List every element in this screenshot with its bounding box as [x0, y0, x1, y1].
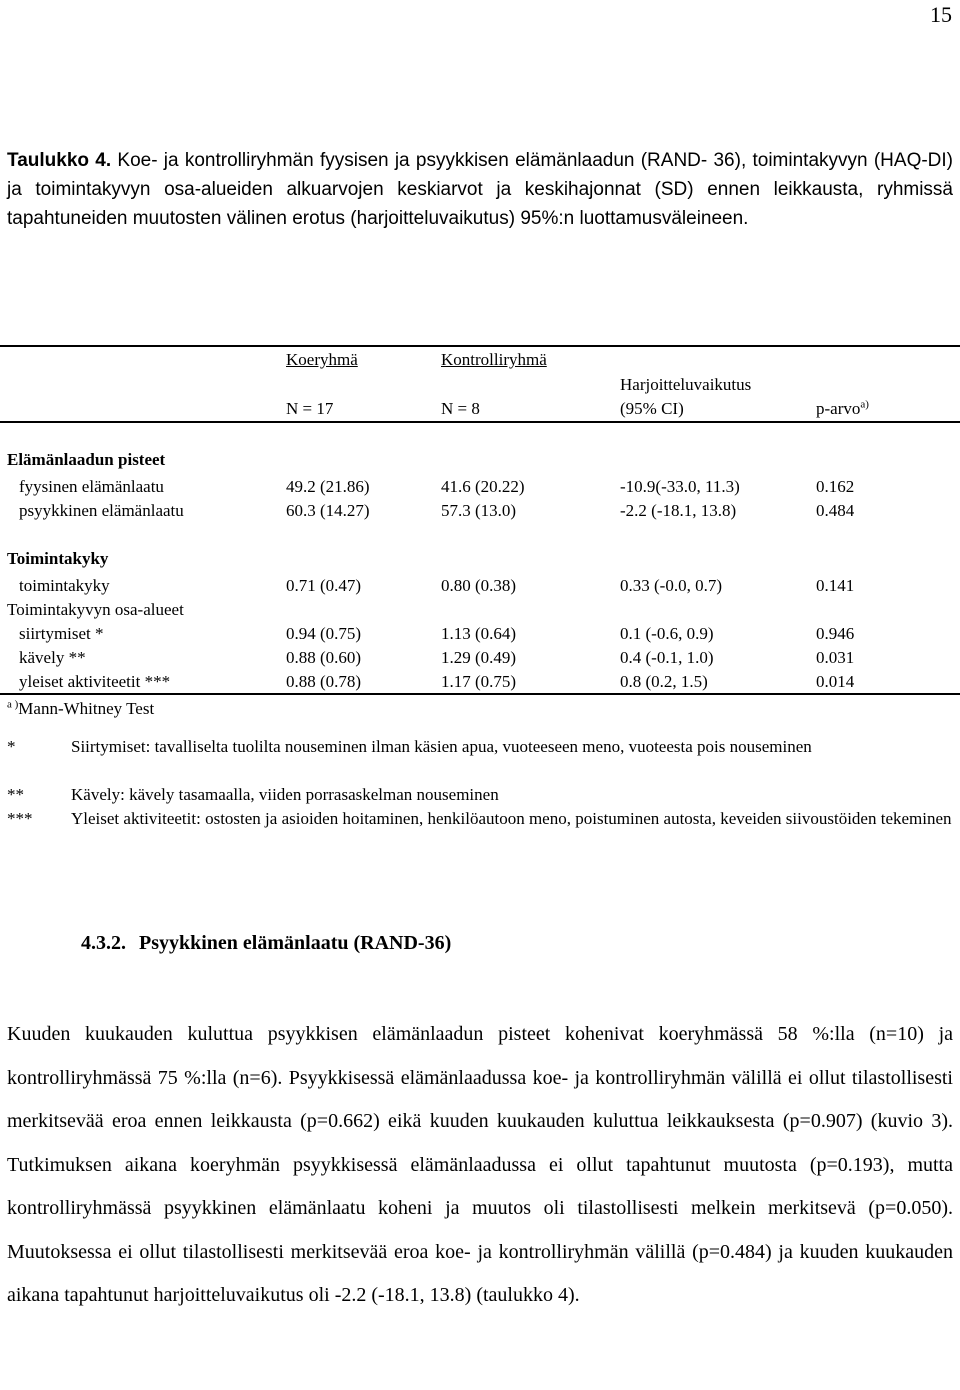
footnote-mark: * [7, 737, 16, 756]
cell-effect: -2.2 (-18.1, 13.8) [620, 501, 737, 520]
cell-effect: 0.33 (-0.0, 0.7) [620, 576, 722, 595]
header-effect-line2: (95% CI) [620, 399, 684, 418]
caption-text: Koe- ja kontrolliryhmän fyysisen ja psyykkisen elämänlaadun (RAND- 36), toimintakyvyn (HAQ-DI) ja toimintakyvyn osa-alueiden alkuarvojen keskiarvot ja keskihajonnat (SD) ennen leikkausta, ryhmissä tapahtuneiden muutosten välinen erotus (harjoitteluvaikutus) 95%:n luottamusväleineen. [7, 150, 954, 229]
cell-effect: 0.4 (-0.1, 1.0) [620, 648, 714, 667]
footnote-text: Kävely: kävely tasamaalla, viiden porrasaskelman nouseminen [71, 785, 499, 804]
cell-kontrolliryhma: 1.13 (0.64) [441, 624, 517, 643]
cell-kontrolliryhma: 1.29 (0.49) [441, 648, 517, 667]
footnote [7, 735, 960, 783]
footnote-mark: *** [7, 809, 33, 828]
cell-p-value: 0.031 [816, 648, 855, 667]
p-value-label: p-arvo [816, 399, 861, 418]
cell-effect: -10.9(-33.0, 11.3) [620, 477, 740, 496]
cell-p-value: 0.162 [816, 477, 855, 496]
cell-koeryhma: 0.88 (0.78) [286, 672, 362, 691]
cell-p-value: 0.141 [816, 576, 855, 595]
cell-koeryhma: 60.3 (14.27) [286, 501, 370, 520]
caption-label: Taulukko 4. [7, 150, 112, 171]
header-koeryhma: Koeryhmä [286, 350, 358, 369]
table-caption [7, 146, 953, 233]
cell-p-value: 0.484 [816, 501, 855, 520]
row-label: kävely ** [19, 648, 86, 667]
header-n-kontrolliryhma: N = 8 [441, 399, 480, 418]
page-number: 15 [930, 2, 952, 27]
table-note-sup: a ) [7, 698, 19, 711]
section-number: 4.3.2. [81, 932, 126, 954]
table-bottom-rule [0, 693, 960, 695]
footnote-text: Yleiset aktiviteetit: ostosten ja asioiden hoitaminen, henkilöautoon meno, poistuminen autosta, keveiden siivoustöiden tekeminen [71, 809, 952, 828]
section-title: Toimintakyky [7, 549, 109, 568]
table-note-text: Mann-Whitney Test [18, 699, 155, 718]
p-value-sup: a) [860, 398, 869, 411]
cell-koeryhma: 49.2 (21.86) [286, 477, 370, 496]
cell-effect: 0.8 (0.2, 1.5) [620, 672, 708, 691]
footnote-mark: ** [7, 785, 24, 804]
row-label: yleiset aktiviteetit *** [19, 672, 171, 691]
cell-effect: 0.1 (-0.6, 0.9) [620, 624, 714, 643]
section-heading [81, 929, 451, 957]
section-title-text: Psyykkinen elämänlaatu (RAND-36) [139, 932, 452, 954]
header-effect-line1: Harjoitteluvaikutus [620, 375, 752, 394]
table-header-rule [0, 421, 960, 423]
row-label: toimintakyky [19, 576, 110, 595]
header-p-value [816, 398, 869, 420]
footnote [7, 783, 960, 807]
header-kontrolliryhma: Kontrolliryhmä [441, 350, 547, 369]
header-n-koeryhma: N = 17 [286, 399, 334, 418]
cell-koeryhma: 0.88 (0.60) [286, 648, 362, 667]
footnote [7, 807, 960, 855]
cell-kontrolliryhma: 57.3 (13.0) [441, 501, 517, 520]
footnote-text: Siirtymiset: tavalliselta tuolilta nouseminen ilman käsien apua, vuoteeseen meno, vuoteesta pois nouseminen [71, 737, 812, 756]
cell-p-value: 0.946 [816, 624, 855, 643]
row-label: fyysinen elämänlaatu [19, 477, 164, 496]
cell-kontrolliryhma: 41.6 (20.22) [441, 477, 525, 496]
row-label: siirtymiset * [19, 624, 104, 643]
table-note [7, 698, 154, 720]
table-top-rule [0, 345, 960, 347]
cell-p-value: 0.014 [816, 672, 855, 691]
section-title: Toimintakyvyn osa-alueet [7, 600, 184, 619]
cell-koeryhma: 0.94 (0.75) [286, 624, 362, 643]
cell-kontrolliryhma: 1.17 (0.75) [441, 672, 517, 691]
body-paragraph: Kuuden kuukauden kuluttua psyykkisen elämänlaadun pisteet kohenivat koeryhmässä 58 %:lla (n=10) ja kontrolliryhmässä 75 %:lla (n=6). Psyykkisessä elämänlaadussa koe- ja kontrolliryhmän välillä ei ollut tilastollisesti merkitsevää eroa ennen leikkausta (p=0.662) eikä kuuden kuukauden kuluttua leikkauksesta (p=0.907) (kuvio 3). Tutkimuksen aikana koeryhmän psyykkisessä elämänlaadussa ei ollut tapahtunut muutosta (p=0.193), mutta kontrolliryhmässä psyykkinen elämänlaatu koheni ja muutos oli tilastollisesti melkein merkitsevä (p=0.050). Muutoksessa ei ollut tilastollisesti merkitsevää eroa koe- ja kontrolliryhmän välillä (p=0.484) ja kuuden kuukauden aikana tapahtunut harjoitteluvaikutus oli -2.2 (-18.1, 13.8) (taulukko 4). [7, 1023, 953, 1306]
row-label: psyykkinen elämänlaatu [19, 501, 184, 520]
cell-kontrolliryhma: 0.80 (0.38) [441, 576, 517, 595]
cell-koeryhma: 0.71 (0.47) [286, 576, 362, 595]
section-title: Elämänlaadun pisteet [7, 450, 166, 469]
